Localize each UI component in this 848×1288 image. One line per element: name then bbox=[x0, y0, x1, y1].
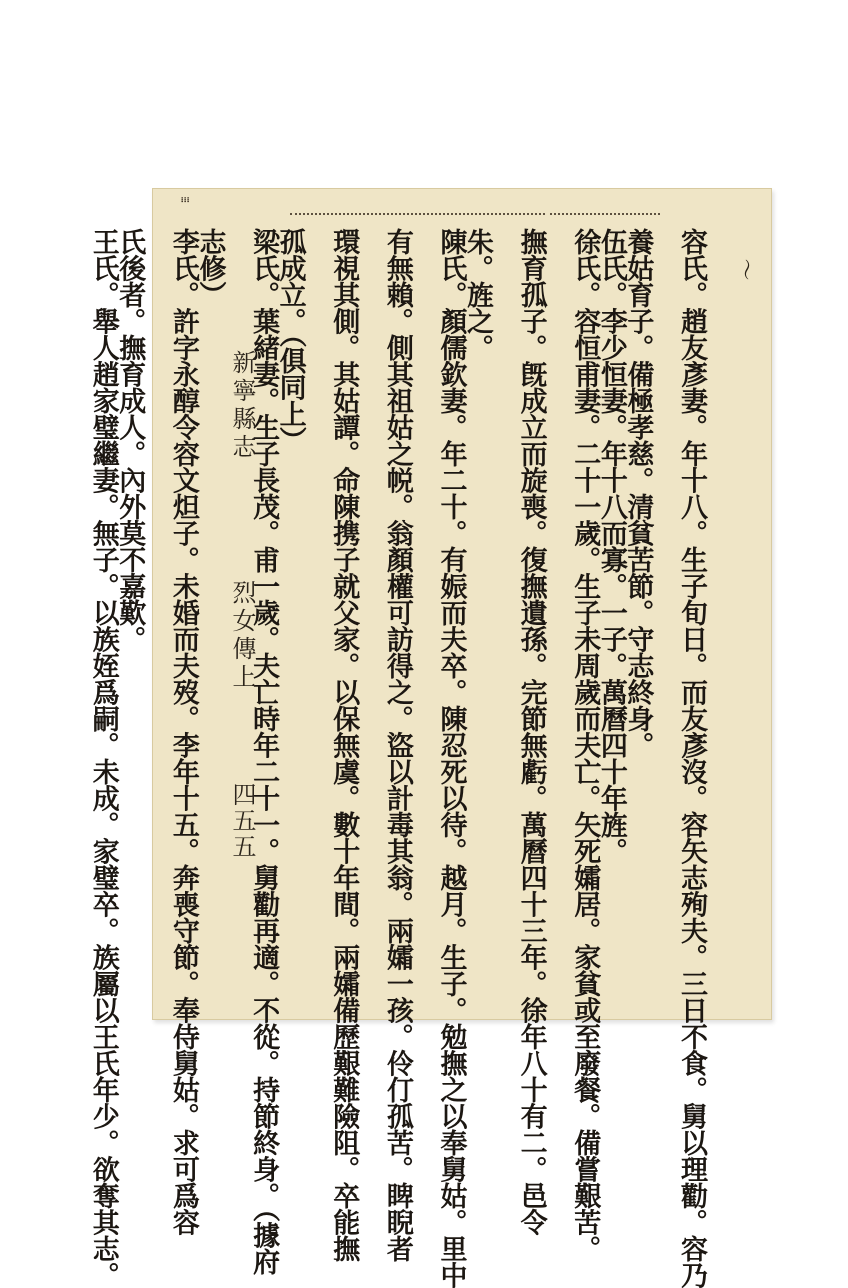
text-column: 伍氏。李少恒妻。年十八而寡。一子。萬曆四十年旌。 bbox=[595, 228, 627, 864]
top-rule-right bbox=[550, 213, 660, 215]
text-column: 徐氏。容恒甫妻。二十一歲。生子未周歲而夫亡。矢死孀居。家貧或至廢餐。備嘗艱苦。 bbox=[569, 228, 601, 1262]
text-column: 養姑育子。備極孝慈。清貧苦節。守志終身。 bbox=[622, 228, 654, 758]
text-column: 孤成立。（俱同上） bbox=[274, 228, 306, 453]
text-column: 環視其側。其姑譚。命陳携子就父家。以保無虞。數十年間。兩孀備歷艱難險阻。卒能撫 bbox=[328, 228, 360, 1262]
top-rule-left bbox=[290, 213, 545, 215]
text-column: 志修） bbox=[194, 228, 226, 308]
text-column: 陳氏。顏儒欽妻。年二十。有娠而夫卒。陳忍死以待。越月。生子。勉撫之以奉舅姑。里中 bbox=[435, 228, 467, 1288]
page-number: 四五五 bbox=[228, 782, 256, 860]
edge-marks: ⁝⁝⁝ bbox=[178, 196, 192, 202]
text-column: 王氏。舉人趙家璧繼妻。無子。以族姪爲嗣。未成。家璧卒。族屬以王氏年少。欲奪其志。 bbox=[87, 228, 119, 1288]
text-column: 梁氏。葉緒妻。生子長茂。甫一歲。夫亡時年二十一。舅勸再適。不從。持節終身。（據府 bbox=[248, 228, 280, 1275]
text-column: 容氏。趙友彥妻。年十八。生子旬日。而友彥沒。容矢志殉夫。三日不食。舅以理勸。容乃 bbox=[676, 228, 707, 1288]
footer-section: 烈女傳上 bbox=[228, 580, 256, 692]
text-column: 氏後者。撫育成人。內外莫不嘉歎。 bbox=[114, 228, 146, 652]
text-column: 李氏。許字永醇令容文炟子。未婚而夫歿。李年十五。奔喪守節。奉侍舅姑。求可爲容 bbox=[167, 228, 199, 1235]
footer-title: 新寧縣志 bbox=[228, 350, 256, 462]
text-column: 有無賴。側其祖姑之帨。翁顏權可訪得之。盜以計毒其翁。兩孀一孩。伶仃孤苦。睥睨者 bbox=[381, 228, 413, 1262]
text-column: 撫育孤子。旣成立而旋喪。復撫遺孫。完節無虧。萬曆四十三年。徐年八十有二。邑令 bbox=[515, 228, 547, 1235]
corner-mark: 〜 bbox=[732, 258, 758, 281]
text-column: 朱。旌之。 bbox=[462, 228, 494, 361]
